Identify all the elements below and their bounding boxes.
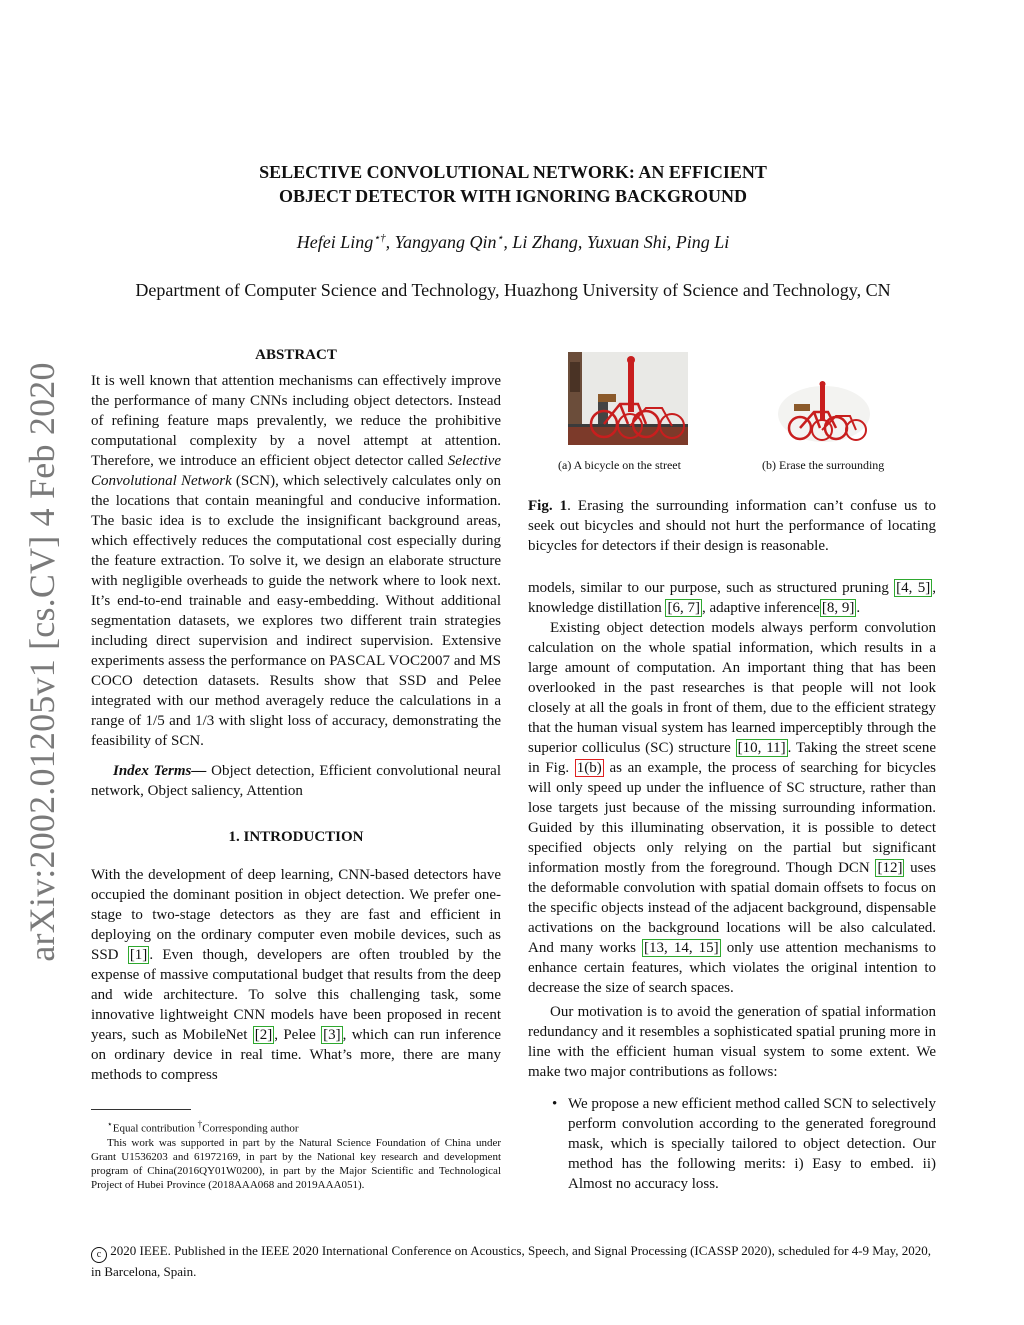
citation-link[interactable]: [10, 11] (737, 740, 786, 756)
intro-r2-b: . Taking the street scene in Fig. (528, 740, 936, 776)
figure-reference-link[interactable]: 1(b) (576, 760, 602, 776)
citation-link[interactable]: [12] (877, 860, 903, 876)
title-line-1: SELECTIVE CONVOLUTIONAL NETWORK: AN EFFICIENT (259, 162, 767, 182)
index-terms-text: Object detection, Efficient convolutional neural network, Object saliency, Attention (91, 763, 501, 799)
abstract-heading: ABSTRACT (255, 347, 337, 363)
author-2: , Yangyang Qin (385, 232, 497, 252)
citation-link[interactable]: [3] (323, 1027, 341, 1043)
intro-paragraph-1 (91, 865, 501, 1085)
contribution-item (528, 1094, 936, 1194)
intro-r1-a: models, similar to our purpose, such as structured pruning (528, 580, 895, 596)
intro-paragraph-3 (528, 618, 936, 998)
footnote-mark-1: ⋆ (107, 1119, 113, 1129)
subcaption-a: (a) A bicycle on the street (558, 458, 681, 472)
bicycle-erased-photo (776, 378, 872, 444)
copyright-notice (91, 1242, 937, 1281)
citation-link[interactable]: [4, 5] (896, 580, 931, 596)
subcaption-b: (b) Erase the surrounding (762, 458, 885, 472)
intro-p1-c: , Pelee (274, 1027, 322, 1043)
abstract-text-1: It is well known that attention mechanisms can effectively improve the performance of many CNNs including object detectors. Instead of refining feature maps prevalently, we reduce the prohibitive computational complexity by a novel attempt at attention. Therefore, we introduce an efficient object detector called (91, 373, 501, 469)
figure-1 (528, 352, 936, 562)
index-terms (91, 761, 501, 801)
index-terms-label: Index Terms— (113, 763, 207, 779)
intro-p1-b: . Even though, developers are often troubled by the expense of massive computational budget that results from the deep and wide architecture. To solve this challenging task, some innovative lightweight CNN models have been proposed in recent years, such as MobileNet (91, 947, 501, 1043)
bicycle-street-photo (568, 352, 688, 445)
left-column (91, 345, 501, 1085)
intro-r1-c: , adaptive inference (701, 600, 820, 616)
footnote-rule (91, 1109, 191, 1110)
figure-1-caption-text: . Erasing the surrounding information can’t confuse us to seek out bicycles and should not hurt the performance of locating bicycles for detectors if their design is reasonable. (528, 498, 936, 554)
author-1: Hefei Ling (296, 232, 374, 252)
citation-link[interactable]: [8, 9] (821, 600, 855, 616)
footnote-mark-2: † (197, 1119, 203, 1129)
contribution-text: We propose a new efficient method called SCN to selectively perform convolution according to the generated foreground mask, which is specially tailored to object detection. Our method has the following merits: i) Easy to embed. ii) Almost no accuracy loss. (568, 1096, 936, 1192)
copyright-text: 2020 IEEE. Published in the IEEE 2020 International Conference on Acoustics, Speech, and Signal Processing (ICASSP 2020), scheduled for 4-9 May, 2020, in Barcelona, Spain. (91, 1243, 932, 1279)
intro-p1-d: , which can run inference on ordinary device in real time. What’s more, there are many methods to compress (91, 1027, 501, 1083)
intro-heading: 1. INTRODUCTION (228, 829, 364, 845)
intro-r2-a: Existing object detection models always perform convolution calculation on the whole spatial information, which results in a large amount of computation. An important thing that has been overlooked in the past researches is that people will not look closely at all the goals in front of them, due to the efficient strategy that the human visual system has learned imperceptibly through the superior colliculus (SC) structure (528, 620, 936, 756)
author-2-mark: ⋆ (496, 232, 504, 244)
citation-link[interactable]: [2] (254, 1027, 273, 1043)
intro-r2-d: uses the deformable convolution with spatial domain offsets to focus on the specific objects instead of the adjacent background, dispensable activations on the background locations will be also calculated. And many works (528, 860, 936, 956)
intro-p1-a: With the development of deep learning, CNN-based detectors have occupied the dominant position in object detection. We prefer one-stage to two-stage detectors as they are fast and efficient in deploying on the ordinary computer even mobile devices, such as SSD (91, 867, 501, 963)
abstract-emphasis: Selective Convolutional Network (91, 453, 501, 489)
author-1-mark: ⋆† (373, 232, 386, 244)
author-list (90, 231, 936, 253)
intro-r2-c: as an example, the process of searching for bicycles will only speed up under the influence of SC structure, rather than lose targets just because of the missing surrounding information. Guided by this illuminating observation, it is possible to detect specified objects only relying on the partial but significant information mostly from the foreground. Though DCN (528, 760, 936, 876)
copyright-icon: c (91, 1247, 107, 1263)
intro-paragraph-4: Our motivation is to avoid the generation of spatial information redundancy and it resembles a sophisticated spatial pruning more in line with the efficient human visual system to some extent. We make two major contributions as follows: (528, 1004, 936, 1080)
footnote-funding: This work was supported in part by the Natural Science Foundation of China under Grant U1536203 and 61972169, in part by the National key research and development program of China(2016QY01W0200), in part by the Major Scientific and Technological Project of Hubei Province (2018AAA068 and 2019AAA051). (91, 1136, 501, 1191)
arxiv-stamp (18, 362, 66, 962)
intro-r1-b: , knowledge distillation (528, 580, 936, 616)
title-line-2: OBJECT DETECTOR WITH IGNORING BACKGROUND (278, 186, 748, 206)
contribution-list (528, 1094, 936, 1194)
citation-link[interactable]: [13, 14, 15] (644, 940, 719, 956)
bullet-icon: • (552, 1096, 558, 1112)
footnote (91, 1109, 501, 1192)
paper-title (90, 160, 936, 208)
citation-link[interactable]: [1] (129, 947, 148, 963)
citation-link[interactable]: [6, 7] (667, 600, 700, 616)
affiliation: Department of Computer Science and Technology, Huazhong University of Science and Technology, CN (135, 280, 891, 300)
right-column (528, 578, 936, 1194)
figure-1-label: Fig. 1 (528, 498, 568, 514)
footnote-corresponding: Corresponding author (202, 1122, 299, 1135)
arxiv-stamp-text: arXiv:2002.01205v1 [cs.CV] 4 Feb 2020 (22, 362, 62, 962)
intro-r2-e: only use attention mechanisms to enhance certain features, which violates the original intention to decrease the size of search spaces. (528, 940, 937, 996)
abstract-text-2: (SCN), which selectively calculates only on the locations that contain meaningful and conducive information. The basic idea is to exclude the insignificant background areas, which effectively reduces the computational cost especially during the feature extraction. To solve it, we design an elaborate structure with negligible overheads to guide the network where to look next. It’s end-to-end trainable and easy-embedding. Without additional segmentation datasets, we explores two different train strategies including direct supervision and indirect supervision. Extensive experiments assess the performance on PASCAL VOC2007 and MS COCO detection datasets. Results show that SSD and Pelee integrated with our method averagely reduce the calculations in a range of 1/5 and 1/3 with slight loss of accuracy, demonstrating the feasibility of SCN. (91, 473, 501, 749)
intro-r1-d: . (856, 600, 861, 616)
intro-paragraph-2 (528, 578, 936, 618)
footnote-equal-line (91, 1109, 501, 1136)
abstract-text (91, 371, 501, 751)
footnote-equal: Equal contribution (112, 1122, 198, 1135)
author-rest: , Li Zhang, Yuxuan Shi, Ping Li (503, 232, 730, 252)
figure-1-caption (528, 496, 936, 556)
